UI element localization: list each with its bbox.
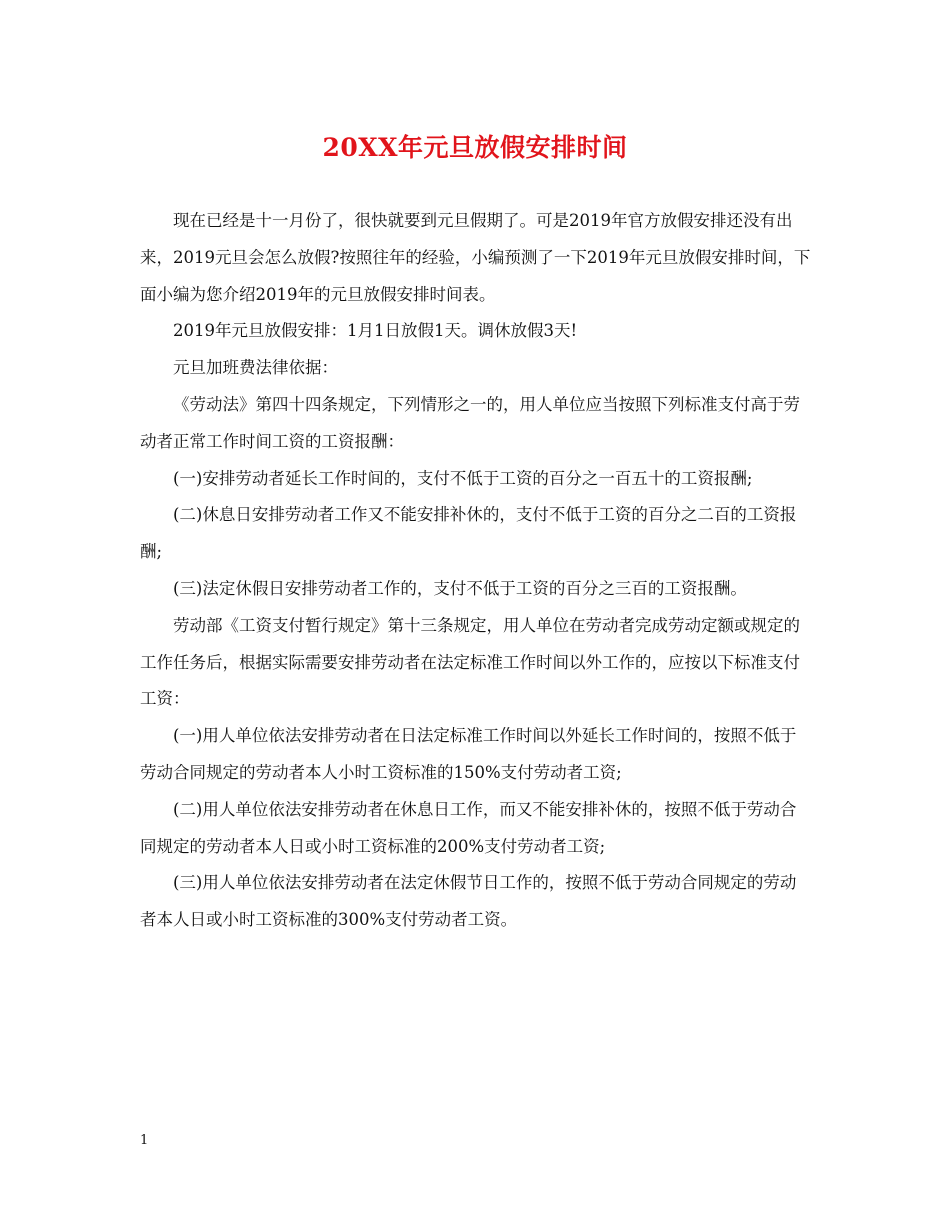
- document-body: [140, 203, 812, 939]
- paragraph-wage-regulation-item-3: (三)用人单位依法安排劳动者在法定休假节日工作的，按照不低于劳动合同规定的劳动者本人日或小时工资标准的300%支付劳动者工资。: [140, 873, 797, 930]
- paragraph-intro: 现在已经是十一月份了，很快就要到元旦假期了。可是2019年官方放假安排还没有出来，2019元旦会怎么放假?按照往年的经验，小编预测了一下2019年元旦放假安排时间，下面小编为您介绍2019年的元旦放假安排时间表。: [140, 211, 811, 304]
- paragraph-wage-regulation-article-13: 劳动部《工资支付暂行规定》第十三条规定，用人单位在劳动者完成劳动定额或规定的工作任务后，根据实际需要安排劳动者在法定标准工作时间以外工作的，应按以下标准支付工资：: [140, 615, 800, 709]
- paragraph-labor-law-item-2: (二)休息日安排劳动者工作又不能安排补休的，支付不低于工资的百分之二百的工资报酬;: [140, 505, 797, 562]
- paragraph-labor-law-item-3: (三)法定休假日安排劳动者工作的，支付不低于工资的百分之三百的工资报酬。: [173, 578, 747, 598]
- paragraph-overtime-basis-heading: 元旦加班费法律依据：: [173, 358, 338, 378]
- paragraph-wage-regulation-item-1: (一)用人单位依法安排劳动者在日法定标准工作时间以外延长工作时间的，按照不低于劳动合同规定的劳动者本人小时工资标准的150%支付劳动者工资;: [140, 726, 797, 782]
- paragraph-holiday-schedule: 2019年元旦放假安排：1月1日放假1天。调休放假3天!: [173, 321, 578, 341]
- page-number: 1: [140, 1133, 149, 1148]
- document-title: 20XX年元旦放假安排时间: [322, 133, 628, 162]
- paragraph-labor-law-article-44: 《劳动法》第四十四条规定，下列情形之一的，用人单位应当按照下列标准支付高于劳动者正常工作时间工资的工资报酬：: [140, 394, 800, 451]
- paragraph-wage-regulation-item-2: (二)用人单位依法安排劳动者在休息日工作，而又不能安排补休的，按照不低于劳动合同规定的劳动者本人日或小时工资标准的200%支付劳动者工资;: [140, 799, 797, 856]
- paragraph-labor-law-item-1: (一)安排劳动者延长工作时间的，支付不低于工资的百分之一百五十的工资报酬;: [173, 468, 753, 488]
